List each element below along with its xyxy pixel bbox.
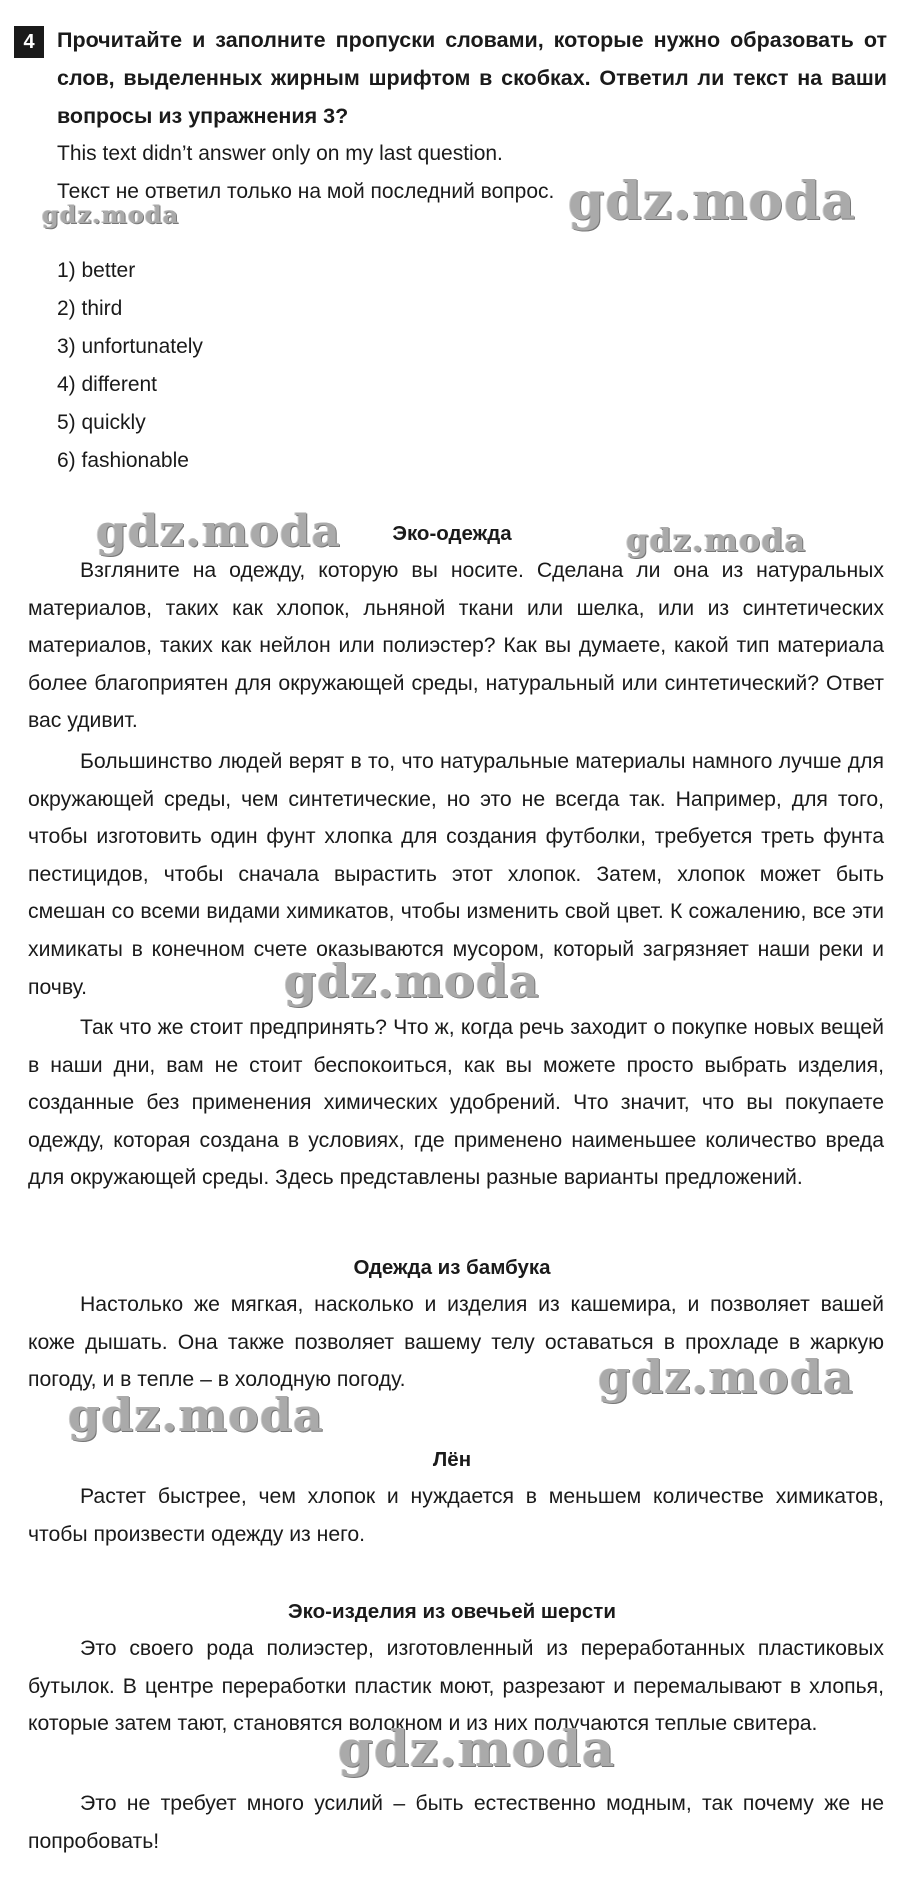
article-paragraph-2: Большинство людей верят в то, что натуральные материалы намного лучше для окружающей среды, чем синтетические, но это не всегда так. Например, для того, чтобы изготовить один фунт хлопка для создания футболки, требуется треть фунта пестицидов, чтобы сначала вырастить этот хлопок. Затем, хлопок может быть смешан со всеми видами химикатов, чтобы изменить свой цвет. К сожалению, все эти химикаты в конечном счете оказываются мусором, который загрязняет наши реки и почву. <box>28 750 884 999</box>
article-paragraph-1: Взгляните на одежду, которую вы носите. Сделана ли она из натуральных материалов, таких как хлопок, льняной ткани или шелка, или из синтетических материалов, таких как нейлон или полиэстер? Как вы думаете, какой тип материала более благоприятен для окружающей среды, натуральный или синтетический? Ответ вас удивит. <box>28 559 884 733</box>
section-title-bamboo: Одежда из бамбука <box>353 1256 551 1279</box>
answer-item: 1) better <box>57 259 136 282</box>
section-title-linen: Лён <box>432 1448 472 1471</box>
watermark-logo: gdz.moda <box>338 1719 616 1778</box>
section-title-wool: Эко-изделия из овечьей шерсти <box>288 1600 616 1623</box>
watermark-logo: gdz.moda <box>96 506 342 557</box>
watermark-logo: gdz.moda <box>42 200 180 229</box>
task-number-badge: 4 <box>14 26 44 58</box>
answer-english: This text didn’t answer only on my last question. <box>57 142 503 165</box>
watermark-logo: gdz.moda <box>598 1350 854 1404</box>
watermark-logo: gdz.moda <box>568 171 857 232</box>
answer-item: 3) unfortunately <box>57 335 203 358</box>
section-text-wool: Это своего рода полиэстер, изготовленный из переработанных пластиковых бутылок. В центре переработки пластик моют, разрезают и перемалывают в хлопья, которые затем тают, становятся волокном и из них получаются теплые свитера. <box>28 1637 884 1736</box>
answer-list <box>57 252 203 480</box>
watermark-logo: gdz.moda <box>284 954 540 1008</box>
article-closing: Это не требует много усилий – быть естественно модным, так почему же не попробовать! <box>28 1792 884 1853</box>
answer-item: 2) third <box>57 297 123 320</box>
answer-russian: Текст не ответил только на мой последний вопрос. <box>57 180 555 203</box>
answer-item: 4) different <box>57 373 158 396</box>
answer-item: 6) fashionable <box>57 449 189 472</box>
section-text-bamboo: Настолько же мягкая, насколько и изделия из кашемира, и позволяет вашей коже дышать. Она также позволяет вашему телу оставаться в прохладе в жаркую погоду, и в тепле – в холодную погоду. <box>28 1293 884 1392</box>
watermark-logo: gdz.moda <box>626 521 807 559</box>
task-instruction: Прочитайте и заполните пропуски словами, которые нужно образовать от слов, выделенных жирным шрифтом в скобках. Ответил ли текст на ваши вопросы из упражнения 3? <box>57 28 887 128</box>
article-title: Эко-одежда <box>392 522 512 545</box>
article-paragraph-3: Так что же стоит предпринять? Что ж, когда речь заходит о покупке новых вещей в наши дни, вам не стоит беспокоиться, как вы можете просто выбрать изделия, созданные без применения химических удобрений. Что значит, что вы покупаете одежду, которая создана в условиях, где применено наименьшее количество вреда для окружающей среды. Здесь представлены разные варианты предложений. <box>28 1016 884 1190</box>
section-text-linen: Растет быстрее, чем хлопок и нуждается в меньшем количестве химикатов, чтобы произвести одежду из него. <box>28 1485 884 1546</box>
watermark-logo: gdz.moda <box>68 1388 324 1442</box>
answer-item: 5) quickly <box>57 411 146 434</box>
